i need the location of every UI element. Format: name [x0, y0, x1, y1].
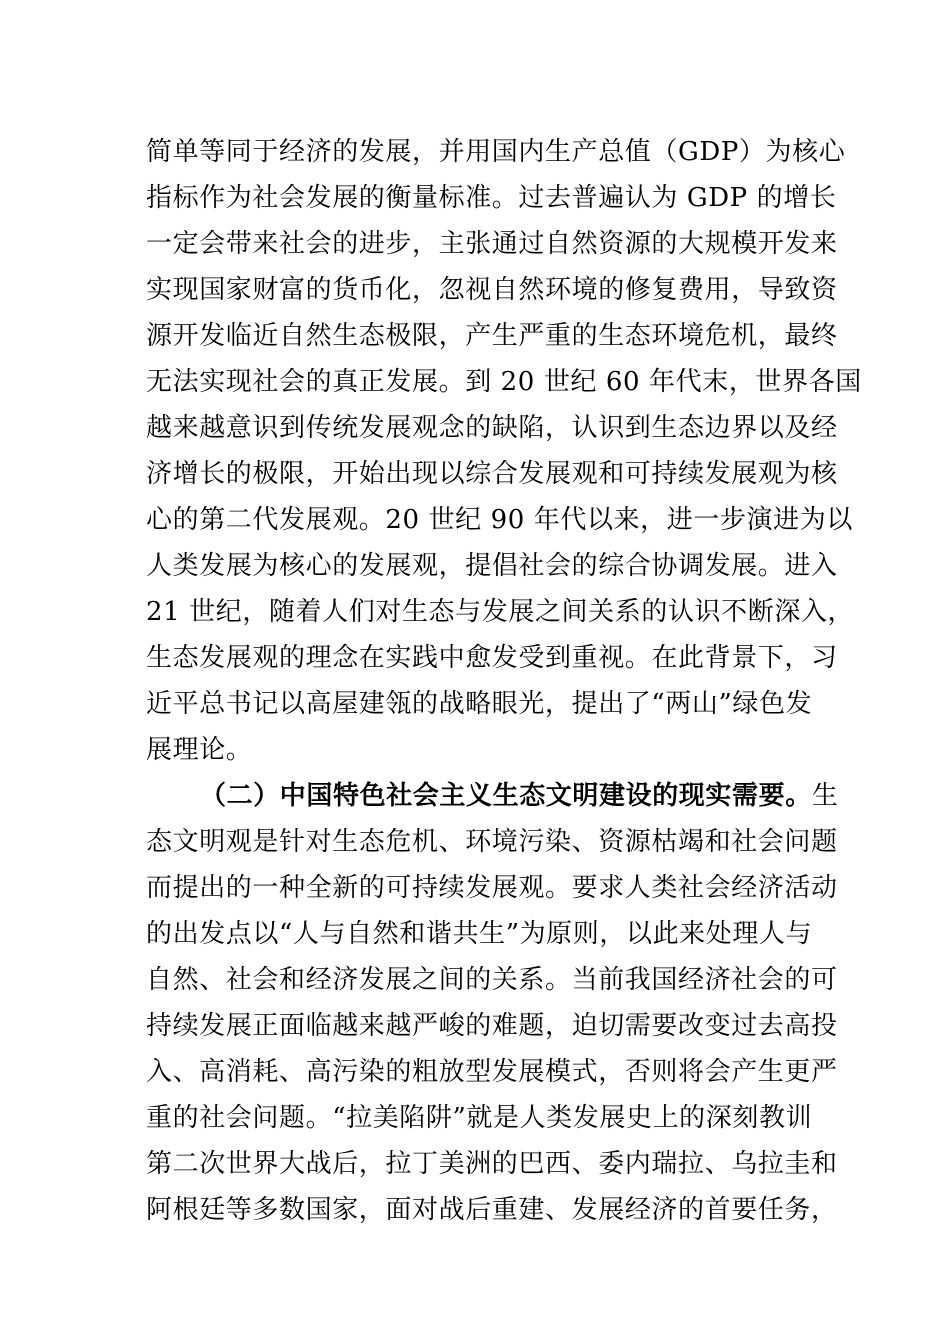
section-heading: （二）中国特色社会主义生态文明建设的现实需要。: [200, 781, 812, 811]
section-heading-line: [200, 778, 880, 814]
paragraph-line: 自然、社会和经济发展之间的关系。当前我国经济社会的可: [146, 965, 838, 995]
paragraph-line: 的出发点以“人与自然和谐共生”为原则，以此来处理人与: [146, 919, 813, 949]
paragraph-line: 持续发展正面临越来越严峻的难题，迫切需要改变过去高投: [146, 1011, 838, 1041]
paragraph-line: 一定会带来社会的进步，主张通过自然资源的大规模开发来: [146, 229, 838, 259]
paragraph-line: 21 世纪，随着人们对生态与发展之间关系的认识不断深入，: [146, 597, 855, 627]
paragraph-line: 第二次世界大战后，拉丁美洲的巴西、委内瑞拉、乌拉圭和: [146, 1149, 838, 1179]
paragraph-line: 而提出的一种全新的可持续发展观。要求人类社会经济活动: [146, 873, 838, 903]
paragraph-line: 越来越意识到传统发展观念的缺陷，认识到生态边界以及经: [146, 413, 838, 443]
paragraph-line: 生态发展观的理念在实践中愈发受到重视。在此背景下，习: [146, 643, 838, 673]
paragraph-line: 入、高消耗、高污染的粗放型发展模式，否则将会产生更严: [146, 1057, 838, 1087]
paragraph-line: 实现国家财富的货币化，忽视自然环境的修复费用，导致资: [146, 275, 838, 305]
paragraph-line: 心的第二代发展观。20 世纪 90 年代以来，进一步演进为以: [146, 505, 853, 535]
paragraph-line: 展理论。: [146, 735, 253, 765]
paragraph-line: 近平总书记以高屋建瓴的战略眼光，提出了“两山”绿色发: [146, 689, 813, 719]
paragraph-line: 无法实现社会的真正发展。到 20 世纪 60 年代末，世界各国: [146, 367, 862, 397]
paragraph-line: 济增长的极限，开始出现以综合发展观和可持续发展观为核: [146, 459, 838, 489]
paragraph-line: 态文明观是针对生态危机、环境污染、资源枯竭和社会问题: [146, 827, 838, 857]
paragraph-line: 人类发展为核心的发展观，提倡社会的综合协调发展。进入: [146, 551, 838, 581]
paragraph-line: 指标作为社会发展的衡量标准。过去普遍认为 GDP 的增长: [146, 183, 837, 213]
paragraph-line: 简单等同于经济的发展，并用国内生产总值（GDP）为核心: [146, 137, 846, 167]
paragraph-line: 重的社会问题。“拉美陷阱”就是人类发展史上的深刻教训: [146, 1103, 813, 1133]
heading-line-rest: 生: [811, 781, 839, 811]
paragraph-line: 源开发临近自然生态极限，产生严重的生态环境危机，最终: [146, 321, 838, 351]
paragraph-line: 阿根廷等多数国家，面对战后重建、发展经济的首要任务，: [146, 1195, 838, 1225]
